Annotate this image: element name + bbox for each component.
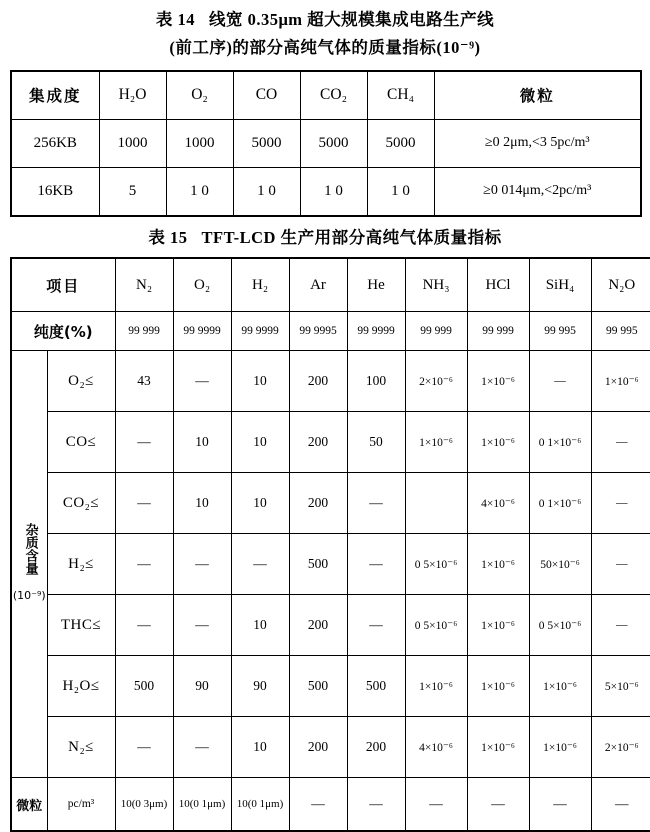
table15-cell: 1×10⁻⁶ bbox=[529, 656, 591, 717]
table15-particle-item: pc/m³ bbox=[47, 778, 115, 832]
table15-header-h2: H₂ bbox=[231, 258, 289, 312]
table15-cell: 10 bbox=[173, 473, 231, 534]
table15 bbox=[10, 257, 650, 832]
table15-cell: 200 bbox=[289, 473, 347, 534]
table15-purity-cell: 99 995 bbox=[591, 312, 650, 351]
table14-cell-ch4: 1 0 bbox=[367, 167, 434, 216]
table14-cell-o2: 1 0 bbox=[166, 167, 233, 216]
table15-title-number: 表 15 bbox=[148, 227, 188, 247]
table15-row bbox=[11, 534, 650, 595]
table15-cell: — bbox=[347, 473, 405, 534]
table15-cell: 43 bbox=[115, 351, 173, 412]
table15-impurity-label bbox=[11, 351, 47, 778]
table15-row bbox=[11, 595, 650, 656]
table15-cell: — bbox=[529, 351, 591, 412]
table14-header-row bbox=[11, 71, 641, 120]
table15-purity-cell: 99 999 bbox=[405, 312, 467, 351]
table15-cell: 4×10⁻⁶ bbox=[467, 473, 529, 534]
table15-purity-cell: 99 999 bbox=[467, 312, 529, 351]
table14-header-cell: CH₄ bbox=[367, 71, 434, 120]
table15-cell: 200 bbox=[289, 595, 347, 656]
table15-cell: 90 bbox=[231, 656, 289, 717]
table15-row bbox=[11, 656, 650, 717]
table15-cell: — bbox=[173, 351, 231, 412]
table15-cell: 10 bbox=[173, 412, 231, 473]
table15-item-cell: O₂≤ bbox=[47, 351, 115, 412]
table15-particle-label: 微粒 bbox=[11, 778, 47, 832]
table15-cell: 100 bbox=[347, 351, 405, 412]
table14-title-line2: (前工序)的部分高纯气体的质量指标(10⁻⁹) bbox=[169, 37, 481, 57]
table15-cell: 200 bbox=[347, 717, 405, 778]
table15-cell: — bbox=[231, 534, 289, 595]
table15-cell: 1×10⁻⁶ bbox=[405, 656, 467, 717]
table15-item-cell: CO≤ bbox=[47, 412, 115, 473]
table15-cell: — bbox=[115, 717, 173, 778]
table15-header-nh3: NH₃ bbox=[405, 258, 467, 312]
table14-header-cell: 集成度 bbox=[11, 71, 99, 120]
table15-particle-cell: — bbox=[289, 778, 347, 832]
table15-particle-row bbox=[11, 778, 650, 832]
table15-cell: — bbox=[591, 595, 650, 656]
table14-header-cell: CO₂ bbox=[300, 71, 367, 120]
table15-row bbox=[11, 717, 650, 778]
table15-header-hcl: HCl bbox=[467, 258, 529, 312]
table15-cell: 10 bbox=[231, 595, 289, 656]
table15-cell: 0 1×10⁻⁶ bbox=[529, 412, 591, 473]
table15-cell: 500 bbox=[347, 656, 405, 717]
table15-cell: 10 bbox=[231, 412, 289, 473]
table15-particle-cell: 10(0 1μm) bbox=[173, 778, 231, 832]
table15-purity-cell: 99 9999 bbox=[173, 312, 231, 351]
table15-cell: 5×10⁻⁶ bbox=[591, 656, 650, 717]
table15-cell: 1×10⁻⁶ bbox=[467, 595, 529, 656]
table15-cell: 500 bbox=[115, 656, 173, 717]
table14-cell-co: 5000 bbox=[233, 119, 300, 167]
table15-item-cell: H₂≤ bbox=[47, 534, 115, 595]
table15-cell: 1×10⁻⁶ bbox=[529, 717, 591, 778]
table15-cell: 0 5×10⁻⁶ bbox=[405, 534, 467, 595]
table14-cell-co2: 5000 bbox=[300, 119, 367, 167]
table15-cell: — bbox=[591, 412, 650, 473]
table15-cell: — bbox=[591, 534, 650, 595]
table15-cell: 0 5×10⁻⁶ bbox=[405, 595, 467, 656]
document-page bbox=[0, 8, 650, 814]
table15-purity-cell: 99 9999 bbox=[231, 312, 289, 351]
table15-cell: — bbox=[115, 412, 173, 473]
table15-purity-label: 纯度(%) bbox=[11, 312, 115, 351]
table14-header-cell: CO bbox=[233, 71, 300, 120]
table15-cell: — bbox=[173, 717, 231, 778]
table14 bbox=[10, 70, 642, 217]
table15-cell: — bbox=[115, 473, 173, 534]
table15-particle-cell: — bbox=[347, 778, 405, 832]
table15-cell: 200 bbox=[289, 412, 347, 473]
table15-cell: — bbox=[115, 534, 173, 595]
table15-cell: 1×10⁻⁶ bbox=[467, 534, 529, 595]
table15-header-sih4: SiH₄ bbox=[529, 258, 591, 312]
table15-header-he: He bbox=[347, 258, 405, 312]
table15-particle-cell: — bbox=[529, 778, 591, 832]
table14-row bbox=[11, 119, 641, 167]
table15-wrapper bbox=[10, 257, 640, 832]
table14-cell-h2o: 5 bbox=[99, 167, 166, 216]
table15-item-cell: CO₂≤ bbox=[47, 473, 115, 534]
table15-title-text: TFT-LCD 生产用部分高纯气体质量指标 bbox=[201, 227, 502, 247]
table15-header-row bbox=[11, 258, 650, 312]
table15-cell: 50×10⁻⁶ bbox=[529, 534, 591, 595]
table15-cell: 90 bbox=[173, 656, 231, 717]
table15-item-cell: H₂O≤ bbox=[47, 656, 115, 717]
table15-header-n2: N₂ bbox=[115, 258, 173, 312]
table15-cell: 1×10⁻⁶ bbox=[467, 412, 529, 473]
table14-title-text: 线宽 0.35μm 超大规模集成电路生产线 bbox=[208, 10, 495, 29]
table14-cell-co: 1 0 bbox=[233, 167, 300, 216]
table15-cell: 10 bbox=[231, 717, 289, 778]
table15-cell: 1×10⁻⁶ bbox=[467, 351, 529, 412]
table15-particle-cell: — bbox=[467, 778, 529, 832]
table15-particle-cell: 10(0 1μm) bbox=[231, 778, 289, 832]
table15-row bbox=[11, 473, 650, 534]
table15-cell: 0 1×10⁻⁶ bbox=[529, 473, 591, 534]
table15-cell: 50 bbox=[347, 412, 405, 473]
table15-cell: 4×10⁻⁶ bbox=[405, 717, 467, 778]
table15-cell: 10 bbox=[231, 473, 289, 534]
table14-header-cell: O₂ bbox=[166, 71, 233, 120]
table15-row bbox=[11, 351, 650, 412]
impurity-label-unit: (10⁻⁹) bbox=[12, 589, 46, 602]
table15-cell: 200 bbox=[289, 351, 347, 412]
table14-cell-level: 256KB bbox=[11, 119, 99, 167]
table15-cell: 500 bbox=[289, 534, 347, 595]
table15-header-item: 项目 bbox=[11, 258, 115, 312]
table14-cell-particle: ≥0 2μm,<3 5pc/m³ bbox=[434, 119, 641, 167]
table15-particle-cell: — bbox=[405, 778, 467, 832]
table15-cell: 2×10⁻⁶ bbox=[405, 351, 467, 412]
table15-cell: — bbox=[347, 534, 405, 595]
table14-cell-o2: 1000 bbox=[166, 119, 233, 167]
table14-row bbox=[11, 167, 641, 216]
table15-particle-cell: — bbox=[591, 778, 650, 832]
table15-header-o2: O₂ bbox=[173, 258, 231, 312]
table15-cell: 2×10⁻⁶ bbox=[591, 717, 650, 778]
table15-header-n2o: N₂O bbox=[591, 258, 650, 312]
table15-particle-cell: 10(0 3μm) bbox=[115, 778, 173, 832]
table15-cell: — bbox=[591, 473, 650, 534]
table15-purity-cell: 99 9999 bbox=[347, 312, 405, 351]
table15-header-ar: Ar bbox=[289, 258, 347, 312]
table15-cell: — bbox=[173, 534, 231, 595]
table15-purity-cell: 99 999 bbox=[115, 312, 173, 351]
table15-cell: 500 bbox=[289, 656, 347, 717]
table15-purity-cell: 99 995 bbox=[529, 312, 591, 351]
table14-title-line1 bbox=[0, 8, 650, 33]
table15-cell: 1×10⁻⁶ bbox=[467, 717, 529, 778]
table15-cell: — bbox=[347, 595, 405, 656]
table15-cell: — bbox=[115, 595, 173, 656]
table15-cell: 1×10⁻⁶ bbox=[591, 351, 650, 412]
table15-cell: 1×10⁻⁶ bbox=[405, 412, 467, 473]
table15-cell bbox=[405, 473, 467, 534]
table14-cell-co2: 1 0 bbox=[300, 167, 367, 216]
table14-header-cell: 微粒 bbox=[434, 71, 641, 120]
table15-purity-row bbox=[11, 312, 650, 351]
table15-cell: 10 bbox=[231, 351, 289, 412]
table14-cell-particle: ≥0 014μm,<2pc/m³ bbox=[434, 167, 641, 216]
table15-cell: 0 5×10⁻⁶ bbox=[529, 595, 591, 656]
table15-row bbox=[11, 412, 650, 473]
table14-cell-level: 16KB bbox=[11, 167, 99, 216]
impurity-label-text: 杂质含量 bbox=[22, 523, 38, 576]
table15-cell: — bbox=[173, 595, 231, 656]
table14-cell-h2o: 1000 bbox=[99, 119, 166, 167]
table15-purity-cell: 99 9995 bbox=[289, 312, 347, 351]
table15-title bbox=[0, 226, 650, 251]
table14-wrapper bbox=[10, 70, 640, 217]
table15-item-cell: N₂≤ bbox=[47, 717, 115, 778]
table14-cell-ch4: 5000 bbox=[367, 119, 434, 167]
table15-cell: 200 bbox=[289, 717, 347, 778]
table14-header-cell: H₂O bbox=[99, 71, 166, 120]
table15-item-cell: THC≤ bbox=[47, 595, 115, 656]
table15-cell: 1×10⁻⁶ bbox=[467, 656, 529, 717]
table14-title-number: 表 14 bbox=[155, 10, 195, 29]
